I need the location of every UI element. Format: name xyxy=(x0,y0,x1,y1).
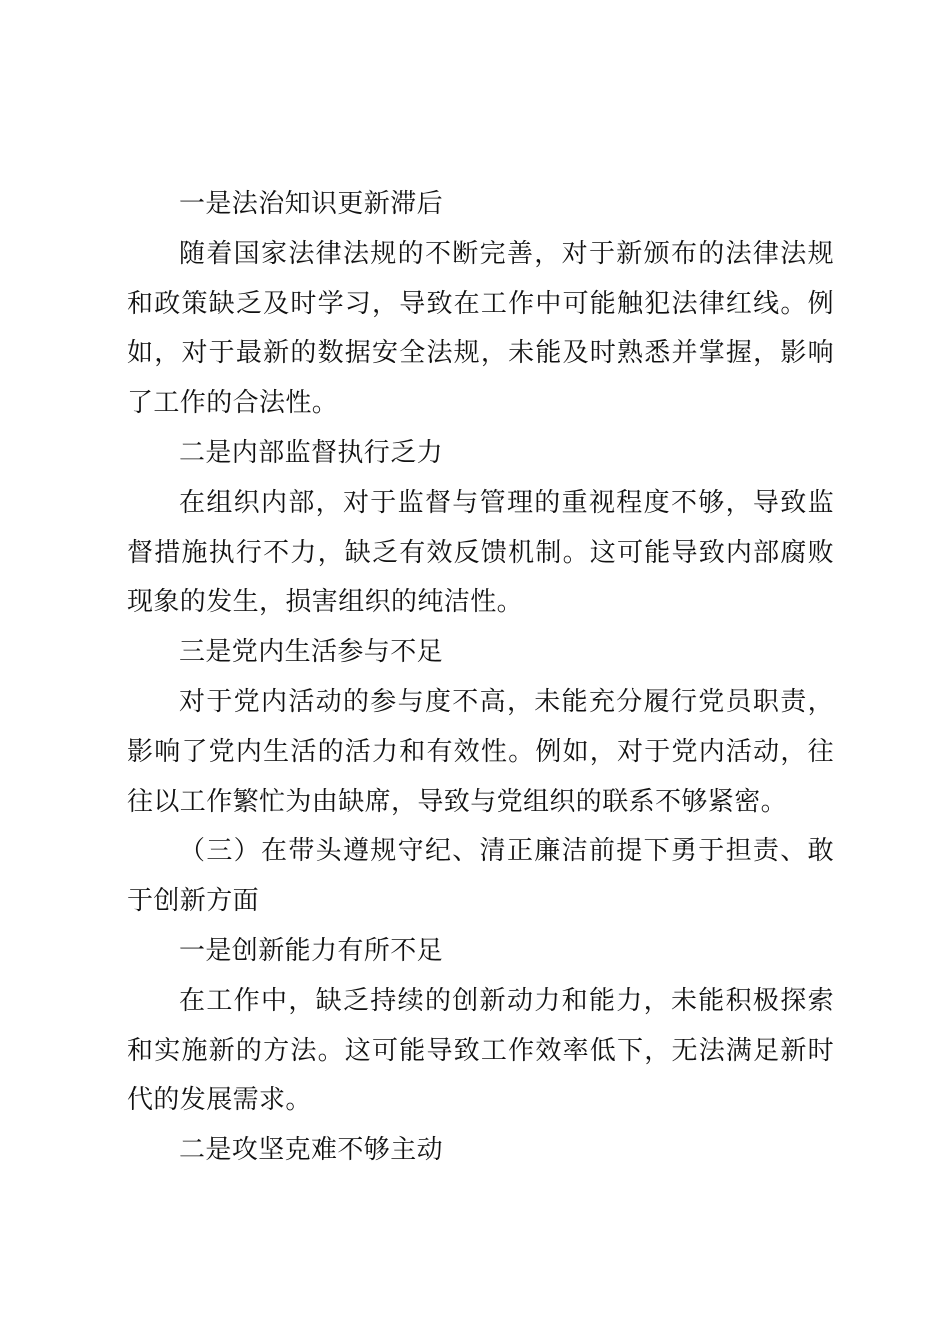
document-body xyxy=(127,180,834,1176)
section-heading-3: （三）在带头遵规守纪、清正廉洁前提下勇于担责、敢于创新方面 xyxy=(127,836,834,917)
paragraph-innovation: 在工作中，缺乏持续的创新动力和能力，未能积极探索和实施新的方法。这可能导致工作效率低下，无法满足新时代的发展需求。 xyxy=(127,985,834,1116)
subheading-legal-knowledge: 一是法治知识更新滞后 xyxy=(179,189,444,219)
subheading-tackling-difficulties: 二是攻坚克难不够主动 xyxy=(179,1135,444,1166)
subheading-innovation: 一是创新能力有所不足 xyxy=(179,935,444,966)
paragraph-party-life: 对于党内活动的参与度不高，未能充分履行党员职责，影响了党内生活的活力和有效性。例如，对于党内活动，往往以工作繁忙为由缺席，导致与党组织的联系不够紧密。 xyxy=(127,686,834,817)
paragraph-internal-supervision: 在组织内部，对于监督与管理的重视程度不够，导致监督措施执行不力，缺乏有效反馈机制。这可能导致内部腐败现象的发生，损害组织的纯洁性。 xyxy=(127,487,834,618)
subheading-internal-supervision: 二是内部监督执行乏力 xyxy=(179,437,444,468)
subheading-party-life: 三是党内生活参与不足 xyxy=(179,637,444,668)
paragraph-legal-knowledge: 随着国家法律法规的不断完善，对于新颁布的法律法规和政策缺乏及时学习，导致在工作中可能触犯法律红线。例如，对于最新的数据安全法规，未能及时熟悉并掌握，影响了工作的合法性。 xyxy=(127,238,834,419)
